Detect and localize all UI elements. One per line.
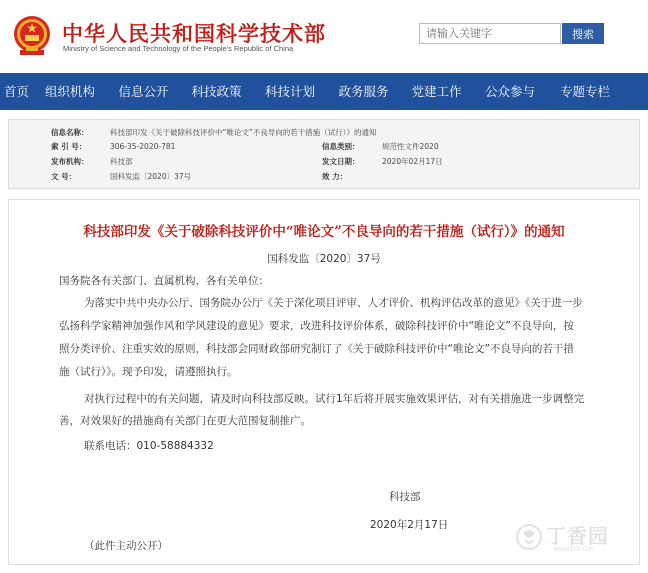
nav-item-party[interactable]: 党建工作 (411, 84, 462, 99)
dxy-watermark (512, 516, 640, 562)
info-validity-label: 效 力： (322, 172, 348, 181)
nav-item-public[interactable]: 公众参与 (484, 84, 535, 99)
article (8, 199, 640, 565)
article-public-note: （此件主动公开） (84, 540, 168, 552)
info-index-label: 索 引 号： (51, 142, 87, 151)
dxy-logo-icon (514, 522, 544, 552)
info-row-name (9, 126, 641, 139)
main-nav (0, 73, 648, 110)
article-salutation: 国务院各有关部门、直属机构，各有关单位： (59, 275, 269, 287)
search-input[interactable] (419, 23, 561, 44)
article-para1-line: 为落实中共中央办公厅、国务院办公厅《关于深化项目评审、人才评价、机构评估改革的意见》《关于进一步 (84, 297, 583, 309)
info-docno-label: 文 号： (51, 172, 77, 181)
info-name-value: 科技部印发《关于破除科技评价中“唯论文”不良导向的若干措施（试行）》的通知 (110, 128, 377, 137)
info-date-label: 发文日期： (322, 157, 360, 166)
info-issuer-value: 科技部 (110, 157, 133, 166)
nav-item-policy[interactable]: 科技政策 (191, 84, 242, 99)
info-row-issuer (9, 155, 641, 168)
info-issuer-label: 发布机构： (51, 157, 89, 166)
article-sign-date: 2020年2月17日 (370, 519, 449, 531)
article-signature: 科技部 (389, 491, 421, 503)
nav-item-organization[interactable]: 组织机构 (44, 84, 95, 99)
article-para1-line: 施（试行）》。现予印发，请遵照执行。 (59, 366, 238, 378)
article-doc-number: 国科发监〔2020〕37号 (267, 253, 381, 265)
site-title[interactable]: 中华人民共和国科学技术部 (62, 22, 326, 46)
article-title: 科技部印发《关于破除科技评价中“唯论文”不良导向的若干措施（试行）》的通知 (83, 224, 565, 240)
watermark-text: 丁香园 (546, 524, 609, 548)
nav-item-home[interactable]: 首页 (3, 84, 29, 99)
nav-item-programs[interactable]: 科技计划 (264, 84, 315, 99)
nav-item-topics[interactable]: 专题专栏 (559, 84, 610, 99)
info-box (8, 119, 640, 189)
site-header (0, 0, 648, 72)
info-index-value: 306-35-2020-781 (110, 142, 176, 151)
site-subtitle: Ministry of Science and Technology of the People's Republic of China (63, 44, 294, 53)
info-name-label: 信息名称： (51, 128, 89, 137)
article-para2-line: 对执行过程中的有关问题，请及时向科技部反映。试行1年后将开展实施效果评估，对有关措施进一步调整完 (84, 393, 585, 405)
article-para2-line: 善，对效果好的措施商有关部门在更大范围复制推广。 (59, 415, 311, 427)
info-category-value: 规范性文件2020 (382, 142, 439, 151)
info-row-index (9, 140, 641, 153)
info-category-label: 信息类别： (322, 142, 360, 151)
nav-item-services[interactable]: 政务服务 (338, 84, 389, 99)
article-para1-line: 弘扬科学家精神加强作风和学风建设的意见》要求，改进科技评价体系，破除科技评价中“唯论文”不良导向，按 (59, 320, 574, 332)
nav-item-info-disclosure[interactable]: 信息公开 (118, 84, 169, 99)
article-para1-line: 照分类评价、注重实效的原则，科技部会同财政部研究制订了《关于破除科技评价中“唯论文”不良导向的若干措 (59, 343, 574, 355)
search-button[interactable]: 搜索 (562, 23, 604, 44)
watermark-url: www.DXY.cn (554, 546, 594, 553)
national-emblem-icon[interactable] (12, 14, 52, 58)
info-date-value: 2020年02月17日 (382, 157, 443, 166)
info-docno-value: 国科发监〔2020〕37号 (110, 172, 192, 181)
info-row-docno (9, 170, 641, 183)
article-contact: 联系电话：010-58884332 (84, 440, 214, 452)
